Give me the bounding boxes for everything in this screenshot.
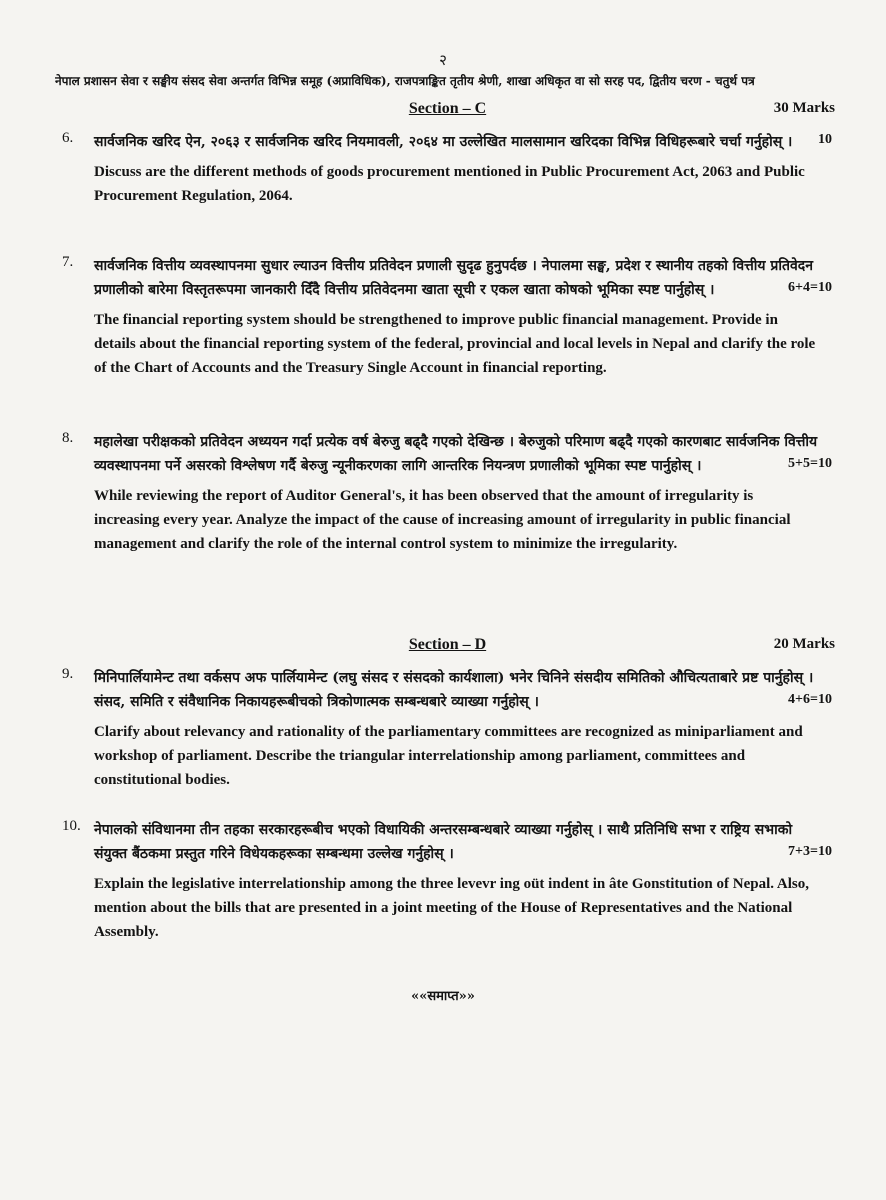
section-title: Section – C (408, 100, 487, 117)
section-c-heading (60, 100, 835, 122)
question-number: 8. (62, 430, 74, 446)
question-6 (62, 130, 832, 208)
section-marks: 20 Marks (773, 636, 835, 652)
section-title: Section – D (408, 636, 487, 653)
question-english: The financial reporting system should be strengthened to improve public financial management. Provide in details about the financial reporting system of the federal, provincial and local levels in Nepal and clarify the role of the Chart of Accounts and the Treasury Single Account in financial reporting. (94, 312, 816, 376)
question-nepali-text: मिनिपार्लियामेन्ट तथा वर्कसप अफ पार्लियामेन्ट (लघु संसद र संसदको कार्यशाला) भनेर चिनिने संसदीय समितिको औचित्यताबारे प्रष्ट पार्नुहोस् । संसद, समिति र संवैधानिक निकायहरूबीचको त्रिकोणात्मक सम्बन्धबारे व्याख्या गर्नुहोस् । (94, 670, 814, 710)
question-marks: 7+3=10 (788, 844, 832, 859)
question-marks: 5+5=10 (788, 456, 832, 471)
question-nepali-text: सार्वजनिक वित्तीय व्यवस्थापनमा सुधार ल्याउन वित्तीय प्रतिवेदन प्रणाली सुदृढ हुनुपर्दछ । नेपालमा सङ्घ, प्रदेश र स्थानीय तहको वित्तीय प्रतिवेदन प्रणालीको बारेमा विस्तृतरूपमा जानकारी दिँदै वित्तीय प्रतिवेदनमा खाता सूची र एकल खाता कोषको भूमिका स्पष्ट पार्नुहोस् । (94, 258, 813, 298)
section-marks: 30 Marks (773, 100, 835, 116)
question-marks: 10 (818, 132, 832, 147)
question-7 (62, 254, 832, 380)
question-nepali-text: सार्वजनिक खरिद ऐन, २०६३ र सार्वजनिक खरिद नियमावली, २०६४ मा उल्लेखित मालसामान खरिदका विभिन्न विधिहरूबारे चर्चा गर्नुहोस् । (94, 134, 793, 150)
question-8 (62, 430, 832, 556)
question-number: 6. (62, 130, 74, 146)
question-nepali-text: नेपालको संविधानमा तीन तहका सरकारहरूबीच भएको विधायिकी अन्तरसम्बन्धबारे व्याख्या गर्नुहोस् । साथै प्रतिनिधि सभा र राष्ट्रिय सभाको संयुक्त बैंठकमा प्रस्तुत गरिने विधेयकहरूका सम्बन्धमा उल्लेख गर्नुहोस् । (94, 822, 793, 862)
exam-header: नेपाल प्रशासन सेवा र सङ्घीय संसद सेवा अन्तर्गत विभिन्न समूह (अप्राविधिक), राजपत्राङ्कित तृतीय श्रेणी, शाखा अधिकृत वा सो सरह पद, द्वितीय चरण - चतुर्थ पत्र (55, 74, 755, 88)
question-9 (62, 666, 832, 792)
question-english: Explain the legislative interrelationship among the three levevr ing oüt indent in âte Gonstitution of Nepal. Also, mention about the bills that are presented in a joint meeting of the House of Representatives and the National Assembly. (94, 876, 810, 940)
question-nepali-text: महालेखा परीक्षकको प्रतिवेदन अध्ययन गर्दा प्रत्येक वर्ष बेरुजु बढ्दै गएको देखिन्छ । बेरुजुको परिमाण बढ्दै गएको कारणबाट सार्वजनिक वित्तीय व्यवस्थापनमा पर्ने असरको विश्लेषण गर्दै बेरुजु न्यूनीकरणका लागि आन्तरिक नियन्त्रण प्रणालीको भूमिका स्पष्ट पार्नुहोस् । (94, 434, 818, 474)
question-nepali (94, 254, 832, 302)
question-english: Clarify about relevancy and rationality of the parliamentary committees are recognized as miniparliament and workshop of parliament. Describe the triangular interrelationship among parliament, committees and constitutional bodies. (94, 724, 803, 788)
question-marks: 4+6=10 (788, 692, 832, 707)
page-number: २ (439, 51, 447, 69)
question-english: Discuss are the different methods of goods procurement mentioned in Public Procurement Act, 2063 and Public Procurement Regulation, 2064. (94, 164, 805, 204)
question-nepali (94, 666, 832, 714)
question-10 (62, 818, 832, 944)
question-nepali (94, 430, 832, 478)
end-mark: ««समाप्त»» (411, 989, 475, 1004)
question-english: While reviewing the report of Auditor General's, it has been observed that the amount of irregularity is increasing every year. Analyze the impact of the cause of increasing amount of irregularity in public financial management and clarify the role of the internal control system to minimize the irregularity. (94, 488, 791, 552)
question-nepali (94, 130, 832, 154)
section-d-heading (60, 636, 835, 658)
question-marks: 6+4=10 (788, 280, 832, 295)
question-number: 10. (62, 818, 81, 834)
question-number: 7. (62, 254, 74, 270)
question-nepali (94, 818, 832, 866)
question-number: 9. (62, 666, 74, 682)
